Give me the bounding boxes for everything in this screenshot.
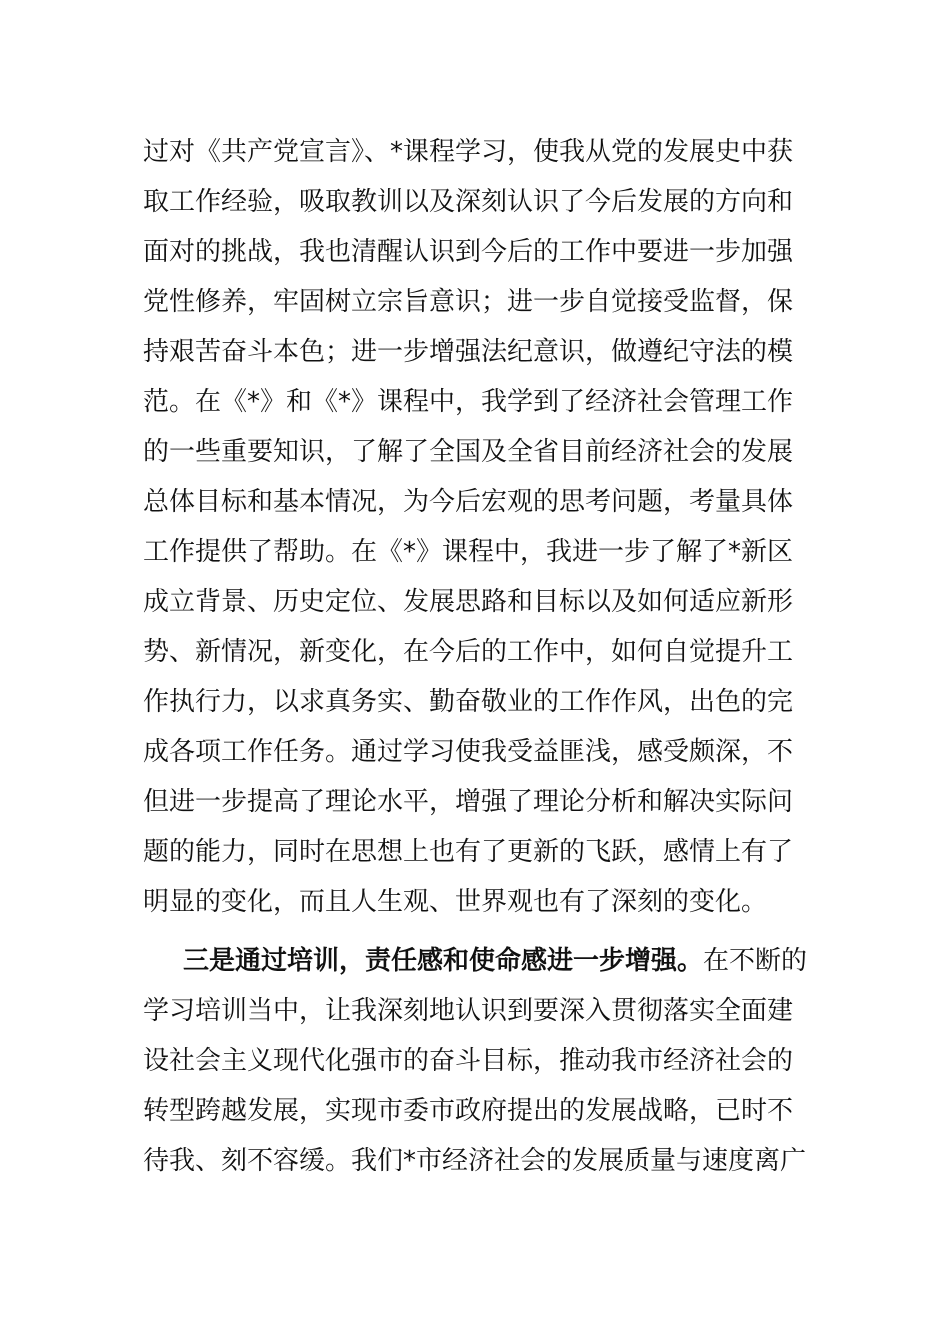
text-line: 成各项工作任务。通过学习使我受益匪浅，感受颇深，不 [143, 737, 794, 767]
text-line: 取工作经验，吸取教训以及深刻认识了今后发展的方向和 [143, 187, 794, 217]
text-span: 在不断的 [703, 946, 808, 976]
text-line: 设社会主义现代化强市的奋斗目标，推动我市经济社会的 [143, 1046, 794, 1076]
text-line: 工作提供了帮助。在《*》课程中，我进一步了解了*新区 [143, 537, 794, 567]
text-line: 面对的挑战，我也清醒认识到今后的工作中要进一步加强 [143, 237, 794, 267]
text-line: 题的能力，同时在思想上也有了更新的飞跃，感情上有了 [143, 837, 794, 867]
text-line: 总体目标和基本情况，为今后宏观的思考问题，考量具体 [143, 487, 794, 517]
text-line: 但进一步提高了理论水平，增强了理论分析和解决实际问 [143, 787, 794, 817]
text-line: 成立背景、历史定位、发展思路和目标以及如何适应新形 [143, 587, 794, 617]
text-line: 过对《共产党宣言》、*课程学习，使我从党的发展史中获 [143, 137, 794, 167]
text-line: 持艰苦奋斗本色；进一步增强法纪意识，做遵纪守法的模 [143, 337, 794, 367]
text-line: 势、新情况，新变化，在今后的工作中，如何自觉提升工 [143, 637, 794, 667]
text-line: 的一些重要知识，了解了全国及全省目前经济社会的发展 [143, 437, 794, 467]
text-line: 学习培训当中，让我深刻地认识到要深入贯彻落实全面建 [143, 996, 794, 1026]
text-line: 明显的变化，而且人生观、世界观也有了深刻的变化。 [143, 887, 768, 917]
text-line: 作执行力，以求真务实、勤奋敬业的工作作风，出色的完 [143, 687, 794, 717]
section-heading: 三是通过培训，责任感和使命感进一步增强。 [183, 946, 704, 976]
paragraph-first-line [183, 941, 807, 981]
text-line: 党性修养，牢固树立宗旨意识；进一步自觉接受监督，保 [143, 287, 794, 317]
text-line: 转型跨越发展，实现市委市政府提出的发展战略，已时不 [143, 1096, 794, 1126]
text-line: 待我、刻不容缓。我们*市经济社会的发展质量与速度离广 [143, 1146, 807, 1176]
text-line: 范。在《*》和《*》课程中，我学到了经济社会管理工作 [143, 387, 794, 417]
